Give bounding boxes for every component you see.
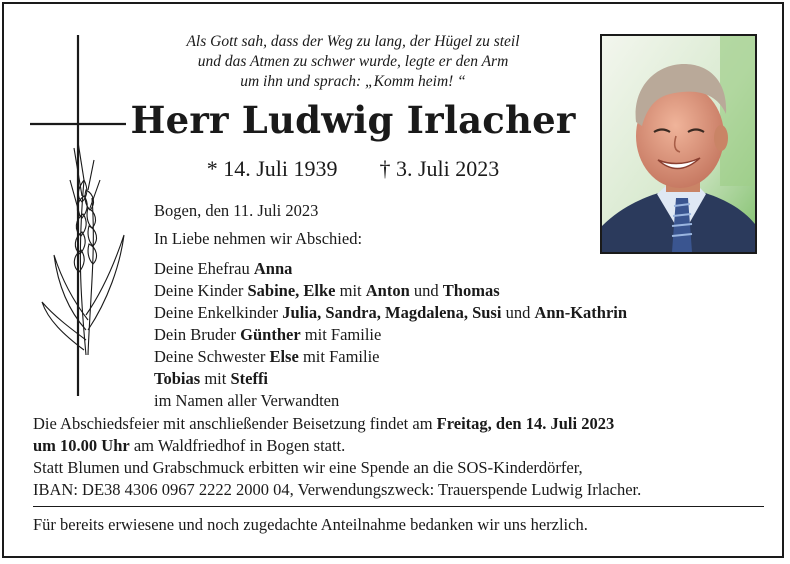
life-dates <box>108 156 598 182</box>
ceremony-line-2: um 10.00 Uhr am Waldfriedhof in Bogen statt. <box>33 436 346 455</box>
donation-line: Statt Blumen und Grabschmuck erbitten wir eine Spende an die SOS-Kinderdörfer, <box>33 458 583 477</box>
mourner-children: Deine Kinder Sabine, Elke mit Anton und Thomas <box>154 281 500 300</box>
iban-line: IBAN: DE38 4306 0967 2222 2000 04, Verwendungszweck: Trauerspende Ludwig Irlacher. <box>33 480 642 499</box>
ceremony-info <box>33 413 641 501</box>
poem-line: um ihn und sprach: „Komm heim! “ <box>240 73 466 90</box>
birth-date: * 14. Juli 1939 <box>206 156 338 181</box>
mourner-brother: Dein Bruder Günther mit Familie <box>154 325 382 344</box>
ceremony-line-1: Die Abschiedsfeier mit anschließender Beisetzung findet am Freitag, den 14. Juli 2023 <box>33 414 615 433</box>
portrait-photo <box>600 34 757 254</box>
poem-line: und das Atmen zu schwer wurde, legte er den Arm <box>197 53 509 70</box>
divider <box>33 506 764 507</box>
mourners-block <box>154 200 627 412</box>
poem-verse <box>108 32 598 92</box>
deceased-name: Herr Ludwig Irlacher <box>130 98 576 142</box>
mourner-relatives: im Namen aller Verwandten <box>154 391 340 410</box>
mourner-tobias: Tobias mit Steffi <box>154 369 269 388</box>
mourner-grandchildren: Deine Enkelkinder Julia, Sandra, Magdalena, Susi und Ann-Kathrin <box>154 303 628 322</box>
thanks-line: Für bereits erwiesene und noch zugedachte Anteilnahme bedanken wir uns herzlich. <box>33 515 588 534</box>
farewell-line: In Liebe nehmen wir Abschied: <box>154 229 363 248</box>
death-date: † 3. Juli 2023 <box>379 156 500 181</box>
mourner-wife: Deine Ehefrau Anna <box>154 259 293 278</box>
mourner-sister: Deine Schwester Else mit Familie <box>154 347 380 366</box>
place-date: Bogen, den 11. Juli 2023 <box>154 201 319 220</box>
poem-line: Als Gott sah, dass der Weg zu lang, der Hügel zu steil <box>186 33 520 50</box>
